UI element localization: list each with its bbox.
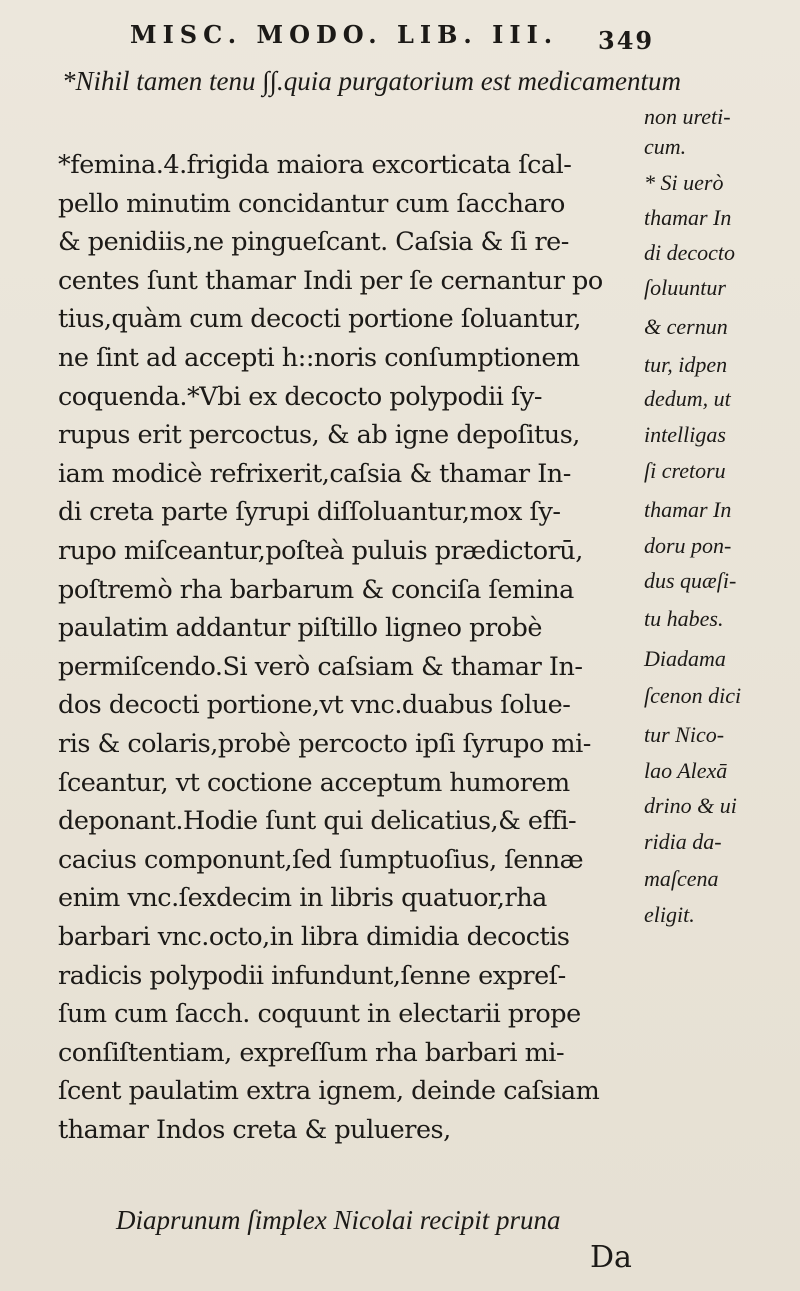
text-line: rupus erit percoctus, & ab igne depoſitus, xyxy=(58,420,580,451)
text-line: ſum cum ſacch. coquunt in electarii prope xyxy=(58,999,581,1030)
text-line: radicis polypodii infundunt,ſenne expreſ- xyxy=(58,960,566,991)
text-line: ris & colaris,probè percocto ipſi ſyrupo mi- xyxy=(58,729,591,759)
text-line: paulatim addantur piſtillo ligneo probè xyxy=(58,613,542,644)
margin-note-line: dus quæſi- xyxy=(644,568,737,593)
margin-note-line: drino & ui xyxy=(644,793,737,818)
text-line: tius,quàm cum decocti portione ſoluantur, xyxy=(58,304,581,335)
margin-note-line: Diadama xyxy=(644,646,726,671)
margin-note-line: non ureti- xyxy=(644,104,731,129)
text-line: thamar Indos creta & pulueres, xyxy=(58,1115,451,1145)
page-number: 349 xyxy=(598,26,655,55)
margin-note-line: dedum, ut xyxy=(644,386,731,411)
margin-note-line: lao Alexā xyxy=(644,758,728,783)
margin-note-line: tur, idpen xyxy=(644,352,728,377)
margin-note-line: cum. xyxy=(644,134,687,159)
text-line: permiſcendo.Si verò caſsiam & thamar In- xyxy=(58,651,583,682)
margin-note-line: thamar In xyxy=(644,205,732,230)
margin-note-line: eligit. xyxy=(644,902,695,927)
text-line: dos decocti portione,vt vnc.duabus ſolue- xyxy=(58,690,571,721)
text-line: barbari vnc.octo,in libra dimidia decoctis xyxy=(58,922,570,952)
text-line: di creta parte ſyrupi diſſoluantur,mox ſy- xyxy=(58,497,561,528)
margin-note-line: di decocto xyxy=(644,240,736,265)
running-header xyxy=(130,20,670,55)
margin-note-line: tur Nico- xyxy=(644,722,725,747)
margin-note-line: ſoluuntur xyxy=(644,275,726,300)
text-line: centes ſunt thamar Indi per ſe cernantur po xyxy=(58,265,603,296)
text-line: coquenda.*Vbi ex decocto polypodii ſy- xyxy=(58,381,543,412)
text-line: enim vnc.ſexdecim in libris quatuor,rha xyxy=(58,883,547,914)
catchword: Da xyxy=(590,1240,632,1275)
text-line: pello minutim concidantur cum ſaccharo xyxy=(58,188,565,219)
margin-note-line: doru pon- xyxy=(644,533,732,558)
running-title: MISC. MODO. LIB. III. xyxy=(130,20,559,49)
text-line: & penidiis,ne pingueſcant. Caſsia & ſi re- xyxy=(58,227,569,258)
margin-note-line: tu habes. xyxy=(644,606,724,631)
text-line: iam modicè refrixerit,caſsia & thamar In- xyxy=(58,458,571,489)
margin-note-line: ſi cretoru xyxy=(644,458,726,483)
margin-note-line: * Si uerò xyxy=(644,170,724,195)
text-line: *femina.4.frigida maiora excorticata ſcal- xyxy=(58,150,572,180)
margin-note-line: thamar In xyxy=(644,497,732,522)
margin-note-line: & cernun xyxy=(644,314,728,339)
section-heading: *Nihil tamen tenu ∫∫.quia purgatorium est medicamentum xyxy=(62,66,681,96)
text-line: ne ſint ad accepti h::noris conſumptionem xyxy=(58,343,580,373)
text-line: poſtremò rha barbarum & conciſa ſemina xyxy=(58,574,574,605)
text-line: cacius componunt,ſed ſumptuoſius, ſennæ xyxy=(58,844,584,875)
text-line: ſceantur, vt coctione acceptum humorem xyxy=(58,767,570,798)
text-line: deponant.Hodie ſunt qui delicatius,& effi- xyxy=(58,806,577,837)
margin-note-line: maſcena xyxy=(644,866,719,891)
margin-note-line: intelligas xyxy=(644,422,726,447)
margin-note-line: ridia da- xyxy=(644,829,722,854)
text-line: ſcent paulatim extra ignem, deinde caſsiam xyxy=(58,1076,600,1107)
margin-note-line: ſcenon dici xyxy=(644,683,742,708)
text-line: rupo miſceantur,poſteà puluis prædictorū, xyxy=(58,536,583,566)
text-line: conſiſtentiam, expreſſum rha barbari mi- xyxy=(58,1037,565,1068)
recipe-heading: Diaprunum ſimplex Nicolai recipit pruna xyxy=(116,1205,561,1235)
